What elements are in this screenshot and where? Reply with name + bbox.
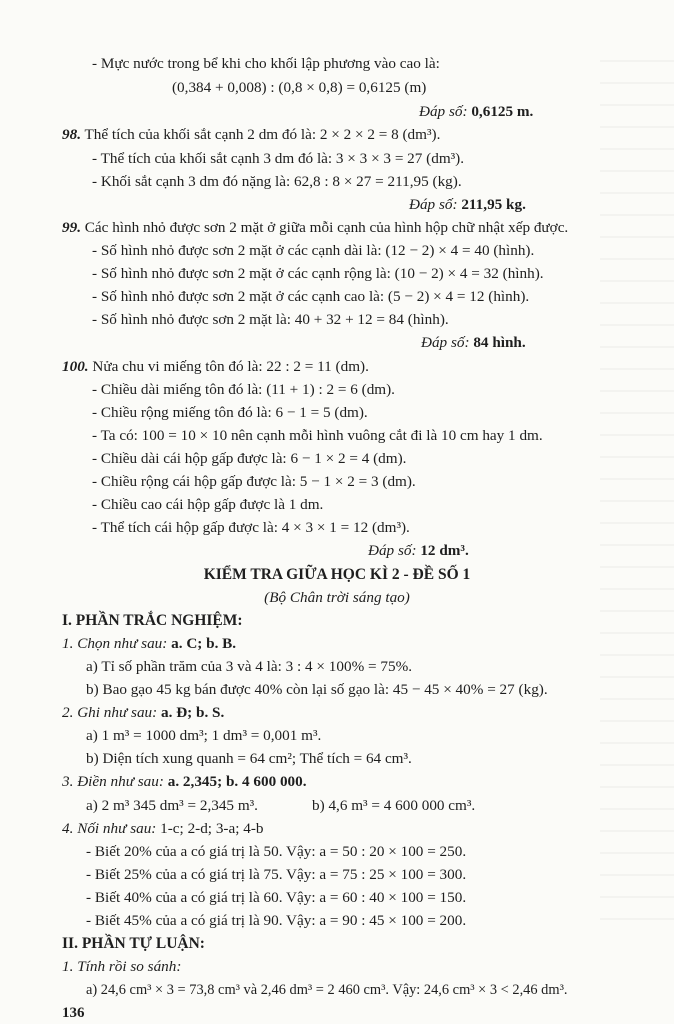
answer-line: Đáp số: 84 hình. bbox=[421, 334, 526, 351]
text-line: - Chiều rộng miếng tôn đó là: 6 − 1 = 5 (dm). bbox=[92, 404, 368, 421]
question-label: 4. Nối như sau: bbox=[62, 820, 157, 837]
text-line: - Số hình nhỏ được sơn 2 mặt ở các cạnh rộng là: (10 − 2) × 4 = 32 (hình). bbox=[92, 265, 544, 282]
exercise-number: 100. bbox=[62, 358, 89, 375]
text-line: - Biết 40% của a có giá trị là 60. Vậy: a = 60 : 40 × 100 = 150. bbox=[86, 889, 467, 906]
answer-line: Đáp số: 211,95 kg. bbox=[409, 196, 526, 213]
text-line: - Số hình nhỏ được sơn 2 mặt ở các cạnh dài là: (12 − 2) × 4 = 40 (hình). bbox=[92, 242, 535, 259]
question-answer: a. Đ; b. S. bbox=[161, 704, 225, 721]
text-line: a) Tỉ số phần trăm của 3 và 4 là: 3 : 4 × 100% = 75%. bbox=[86, 658, 413, 675]
answer-value: 0,6125 m. bbox=[471, 103, 534, 120]
exercise-text: Nửa chu vi miếng tôn đó là: 22 : 2 = 11 (dm). bbox=[92, 358, 369, 375]
exercise-98 bbox=[62, 126, 440, 144]
answer-label: Đáp số bbox=[368, 542, 412, 559]
text-line: a) 2 m³ 345 dm³ = 2,345 m³. bbox=[86, 797, 258, 814]
exercise-number: 98. bbox=[62, 126, 81, 143]
text-line: a) 1 m³ = 1000 dm³; 1 dm³ = 0,001 m³. bbox=[86, 727, 322, 744]
text-line: - Chiều rộng cái hộp gấp được là: 5 − 1 × 2 = 3 (dm). bbox=[92, 473, 416, 490]
answer-value: 211,95 kg. bbox=[461, 196, 526, 213]
question-3-heading bbox=[62, 773, 307, 791]
text-line: b) Bao gạo 45 kg bán được 40% còn lại số gạo là: 45 − 45 × 40% = 27 (kg). bbox=[86, 681, 548, 698]
answer-label: Đáp số bbox=[419, 103, 463, 120]
exercise-number: 99. bbox=[62, 219, 81, 236]
text-line: - Mực nước trong bể khi cho khối lập phương vào cao là: bbox=[92, 55, 440, 72]
text-line: - Số hình nhỏ được sơn 2 mặt là: 40 + 32 + 12 = 84 (hình). bbox=[92, 311, 449, 328]
answer-label: Đáp số bbox=[421, 334, 465, 351]
text-line: (0,384 + 0,008) : (0,8 × 0,8) = 0,6125 (m) bbox=[172, 79, 427, 96]
answer-value: 84 hình. bbox=[473, 334, 526, 351]
text-line: a) 24,6 cm³ × 3 = 73,8 cm³ và 2,46 dm³ = 2 460 cm³. Vậy: 24,6 cm³ × 3 < 2,46 dm³. bbox=[86, 982, 568, 998]
text-line: - Biết 45% của a có giá trị là 90. Vậy: a = 90 : 45 × 100 = 200. bbox=[86, 912, 467, 929]
exercise-text: Các hình nhỏ được sơn 2 mặt ở giữa mỗi cạnh của hình hộp chữ nhật xếp được. bbox=[84, 219, 569, 236]
section-subtitle: (Bộ Chân trời sáng tạo) bbox=[264, 589, 410, 606]
question-answer: a. 2,345; b. 4 600 000. bbox=[167, 773, 307, 790]
exercise-100 bbox=[62, 358, 369, 376]
text-line: - Thể tích cái hộp gấp được là: 4 × 3 × 1 = 12 (dm³). bbox=[92, 519, 410, 536]
text-line: b) 4,6 m³ = 4 600 000 cm³. bbox=[312, 797, 476, 814]
text-line: - Biết 25% của a có giá trị là 75. Vậy: a = 75 : 25 × 100 = 300. bbox=[86, 866, 467, 883]
text-line: - Thể tích của khối sắt cạnh 3 dm đó là: 3 × 3 × 3 = 27 (dm³). bbox=[92, 150, 465, 167]
question-answer: a. C; b. B. bbox=[171, 635, 237, 652]
text-line: - Chiều dài miếng tôn đó là: (11 + 1) : 2 = 6 (dm). bbox=[92, 381, 395, 398]
question-4-heading bbox=[62, 820, 263, 838]
text-line: - Chiều dài cái hộp gấp được là: 6 − 1 × 2 = 4 (dm). bbox=[92, 450, 407, 467]
question-label: 1. Chọn như sau: bbox=[62, 635, 168, 652]
answer-line: Đáp số: 12 dm³. bbox=[368, 542, 469, 559]
question-answer: 1-c; 2-d; 3-a; 4-b bbox=[160, 820, 264, 837]
part-heading: I. PHẦN TRẮC NGHIỆM: bbox=[62, 612, 243, 629]
bleed-through-background bbox=[600, 40, 674, 940]
text-line: - Ta có: 100 = 10 × 10 nên cạnh mỗi hình vuông cắt đi là 10 cm hay 1 dm. bbox=[92, 427, 543, 444]
question-2-heading bbox=[62, 704, 224, 722]
text-line: - Khối sắt cạnh 3 dm đó nặng là: 62,8 : 8 × 27 = 211,95 (kg). bbox=[92, 173, 462, 190]
text-line: b) Diện tích xung quanh = 64 cm²; Thể tích = 64 cm³. bbox=[86, 750, 412, 767]
question-1-heading bbox=[62, 635, 236, 653]
answer-value: 12 dm³. bbox=[420, 542, 469, 559]
exercise-99 bbox=[62, 219, 568, 237]
part-heading: II. PHẦN TỰ LUẬN: bbox=[62, 935, 205, 952]
question-heading: 1. Tính rồi so sánh: bbox=[62, 958, 182, 975]
question-label: 2. Ghi như sau: bbox=[62, 704, 158, 721]
page-number: 136 bbox=[62, 1005, 85, 1021]
text-line: - Biết 20% của a có giá trị là 50. Vậy: a = 50 : 20 × 100 = 250. bbox=[86, 843, 467, 860]
exercise-text: Thể tích của khối sắt cạnh 2 dm đó là: 2 × 2 × 2 = 8 (dm³). bbox=[84, 126, 441, 143]
section-title: KIỂM TRA GIỮA HỌC KÌ 2 - ĐỀ SỐ 1 bbox=[203, 566, 471, 583]
question-label: 3. Điền như sau: bbox=[62, 773, 164, 790]
text-line: - Số hình nhỏ được sơn 2 mặt ở các cạnh cao là: (5 − 2) × 4 = 12 (hình). bbox=[92, 288, 530, 305]
answer-label: Đáp số bbox=[409, 196, 453, 213]
text-line: - Chiều cao cái hộp gấp được là 1 dm. bbox=[92, 496, 324, 513]
answer-line: Đáp số: 0,6125 m. bbox=[419, 103, 534, 120]
